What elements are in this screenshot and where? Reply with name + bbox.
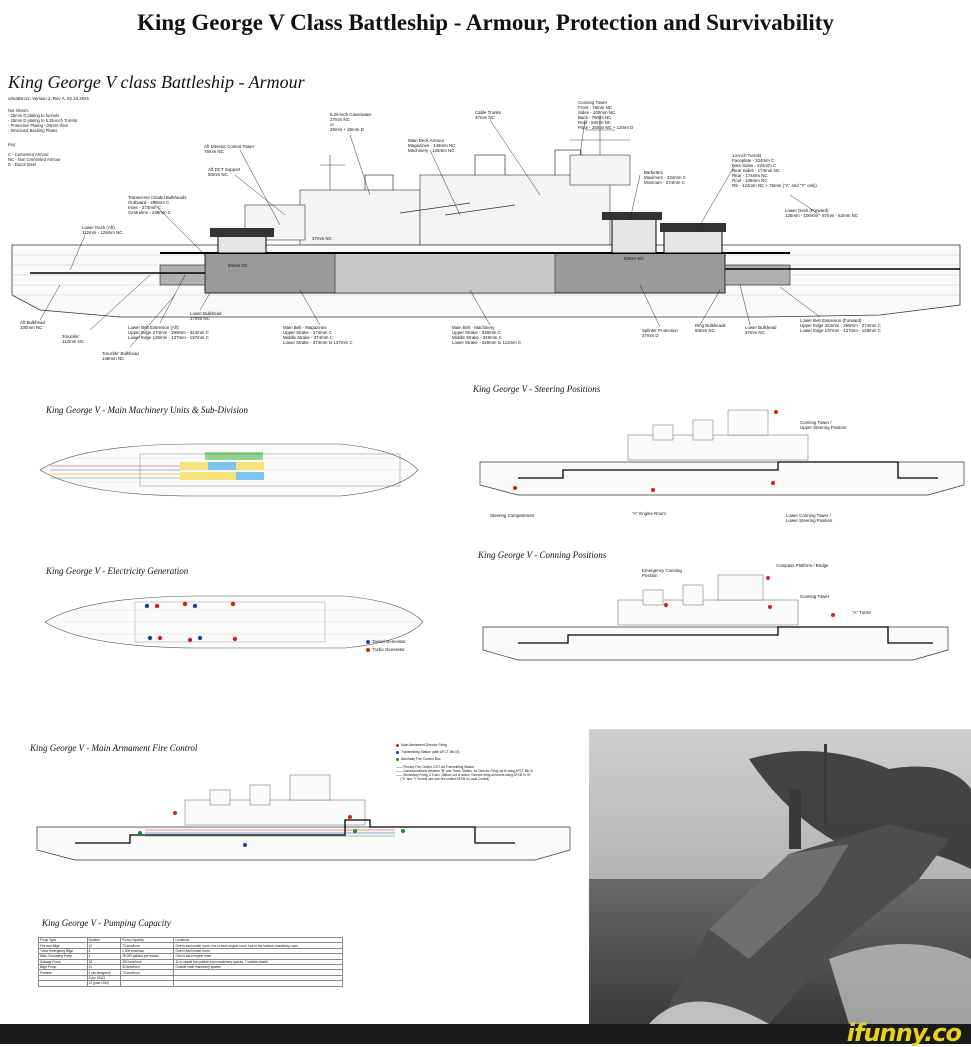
label-belt-ext-fwd: Lower Belt Extension (Forward) Upper Edge 324mm - 299mm - 274mm C Lower Edge 137mm - 137mm - 125mm C [800,318,881,333]
label-casemates: 5.25-inch Casemates 37mm NC or 25mm + 25mm D [330,112,372,132]
table-cell: 12 [87,943,121,948]
label-main-belt-machinery: Main Belt - Machinery Upper Strake - 349mm C Middle Strake - 349mm C Lower Strake - 349mm to 112mm C [452,325,522,345]
pumping-table-wrap [38,937,343,987]
label-main-deck: Main Deck Armour Magazines - 149mm NC Machinery - 125mm NC [408,138,456,153]
table-cell: 350 tons/hour [121,959,174,964]
legend-label: Admiralty Fire Control Box [401,757,441,761]
blue-dot-icon [396,751,399,754]
table-cell: Main Circulating Pump [39,954,88,959]
table-cell: Turbo Emergency Bilge [39,948,88,953]
table-cell: 75 tons/hour [121,943,174,948]
electricity-heading: King George V - Electricity Generation [46,566,189,576]
table-cell: 30 tons/hour [121,964,174,969]
table-cell: Salvage Pump [39,959,88,964]
table-cell: Fire and Bilge [39,943,88,948]
pumping-column-header: Pump Type [39,938,88,943]
table-cell: 4 [87,954,121,959]
battleship-photo-image [589,729,971,1024]
label-emergency-conning: Emergency Conning Position [642,568,682,578]
armour-heading: King George V class Battleship - Armour [8,72,305,92]
table-cell: 75 tons/hour [121,970,174,975]
table-cell: 4 (as designed) [87,970,121,975]
turbo-label: Turbo Generator [372,647,405,652]
label-aft-dct-support: Aft DCT Support 50mm NC [208,167,241,177]
fire-control-legend-1 [396,750,459,755]
legend-label: Transmitting Station (with AFCT Mk IX) [401,750,460,754]
pumping-body [39,943,343,986]
label-conning-tower: Conning Tower [800,594,830,599]
label-steering-compartment: Steering Compartment [490,513,535,518]
fire-control-legend-2 [396,757,441,762]
label-compass-platform: Compass Platform / Bridge [776,563,829,568]
red-dot-icon [396,744,399,747]
turbo-dot-icon [366,648,370,652]
fire-control-profile-drawing [35,765,575,875]
table-cell: 12 (post 1942) [87,981,121,986]
conning-profile-drawing [478,565,953,670]
label-transverse-bulkheads: Transverse Citadel Bulkheads Outboard - 299mm C Inner - 274mm C Centreline - 249mm C [128,195,187,215]
legend-label: Main Armament Director Firing [401,743,447,747]
label-barbettes: Barbettes Maximum - 324mm C Minimum - 274mm C [644,170,686,185]
label-belt-ext-aft: Lower Belt Extension (Aft) Upper Edge 274mm - 299mm - 324mm C Lower Edge 125mm - 137mm - 137mm C [128,325,209,340]
label-ct-upper-steering: Conning Tower / Upper Steering Position [800,420,847,430]
diesel-label: Diesel Generator [372,639,406,644]
label-37nc: 37mm NC [312,236,332,241]
table-cell: Outside main machinery spaces [174,964,343,969]
label-knuckle-bulkhead: 'Knuckle' Bulkhead 149mm NC [102,351,139,361]
table-cell: One in each boiler room, one in each engine room, four in the harbour machinery room [174,943,343,948]
steering-profile-drawing [478,400,968,510]
label-ring-bulkheads: Ring Bulkheads 50mm NC [695,323,726,333]
fire-control-notes: —— Primary Fire Control, DCT via Transmitting Station —— Communications between "B" and Trans. Station, for Director Firing via B using AFCT Mk IX —— Secondary Firing, 4 Trans. Station out of action. Director firing all turrets using AFCB in "B" ("A" and "Y" turrets use own fire-control AFCB in Local Control) [396,765,533,781]
table-cell: One in each engine room [174,954,343,959]
label-cable-trunks: Cable Trunks 37mm NC [475,110,501,120]
armour-notes: Not shown: - 25mm D plating to funnels - 25mm D plating to 5.25-inch Turrets - Protective Plating <25mm thick - Structural Backing Plates [8,108,78,133]
table-cell: 6 (by 1942) [87,975,121,980]
green-dot-icon [396,758,399,761]
machinery-plan-drawing [40,440,420,500]
table-row [39,981,343,986]
table-cell [39,981,88,986]
table-cell: 11 in citadel but outside main machinery spaces, 7 outside citadel [174,959,343,964]
battleship-photo [589,729,971,1024]
table-cell: 4 [87,948,121,953]
table-cell: Portable [39,970,88,975]
table-cell [121,981,174,986]
table-cell: 26,000 gallons per minute [121,954,174,959]
label-lower-ct: Lower Conning Tower / Lower Steering Position [786,513,833,523]
brand-logo[interactable]: ifunny.co [846,1019,961,1047]
label-aft-bulkhead: Aft Bulkhead 100mm NC [20,320,45,330]
pumping-column-header: Locations [174,938,343,943]
table-cell: 11 [87,964,121,969]
label-50nc-aft: 50mm NC [228,263,248,268]
table-cell: 18 [87,959,121,964]
electricity-legend-turbo [364,642,405,652]
label-conning-tower: Conning Tower Front - 76mm NC Sides - 100mm NC Back - 76mm NC Roof - 50mm NC Floor - 25mm NC + 12mm D [578,100,634,130]
fire-control-heading: King George V - Main Armament Fire Control [30,743,198,753]
footer-bar [0,1024,971,1044]
steering-heading: King George V - Steering Positions [473,384,601,394]
label-a-engine-room: "A" Engine Room [632,511,666,516]
label-lower-bulkhead-aft: Lower Bulkhead 37mm NC [190,311,222,321]
label-knuckle: 'Knuckle' 112mm NC [62,334,84,344]
label-splinter: Splinter Protection 37mm D [642,328,678,338]
pumping-column-header: Pump Capacity [121,938,174,943]
label-main-belt-magazines: Main Belt - Magazines Upper Strake - 374mm C Middle Strake - 374mm C Lower Strake - 374mm to 137mm C [283,325,353,345]
pumping-heading: King George V - Pumping Capacity [42,918,171,928]
label-lower-deck-fwd: Lower Deck (Forward) 125mm - 100mm - 87mm - 62mm NC [785,208,858,218]
label-aft-dct: Aft Director Control Tower 76mm NC [204,144,255,154]
label-a-turret: "A" Turret [852,610,871,615]
label-lower-bulkhead-fwd: Lower Bulkhead 37mm NC [745,325,777,335]
table-cell: One in each boiler room [174,948,343,953]
armour-key: Key: C - Cemented Armour NC - Non Cemented Armour D - Ducol Steel [8,142,61,167]
table-cell: 1,000 tons/hour [121,948,174,953]
table-cell [174,981,343,986]
fire-control-legend-0 [396,743,447,748]
label-lower-deck-aft: Lower Deck (Aft) 112mm - 125mm NC [82,225,123,235]
page-title: King George V Class Battleship - Armour, Protection and Survivability [137,10,834,35]
label-50nc-fwd: 50mm NC [624,256,644,261]
machinery-heading: King George V - Main Machinery Units & Sub-Division [46,405,248,415]
label-turrets: 14-inch Turrets Faceplate - 324mm C Fore Sides - 224mm C Rear Sides - 174mm NC Rear - 174mm NC Roof - 149mm NC RS - 124mm NC + 75mm ("A" and "Y" only) [732,153,817,188]
table-cell: Bilge Pump [39,964,88,969]
pumping-table [38,937,343,987]
armour-credit: u/mattsn12. Version 2, Rev A. 02.10.2021 [8,96,90,101]
conning-heading: King George V - Conning Positions [478,550,607,560]
pumping-column-header: Number [87,938,121,943]
